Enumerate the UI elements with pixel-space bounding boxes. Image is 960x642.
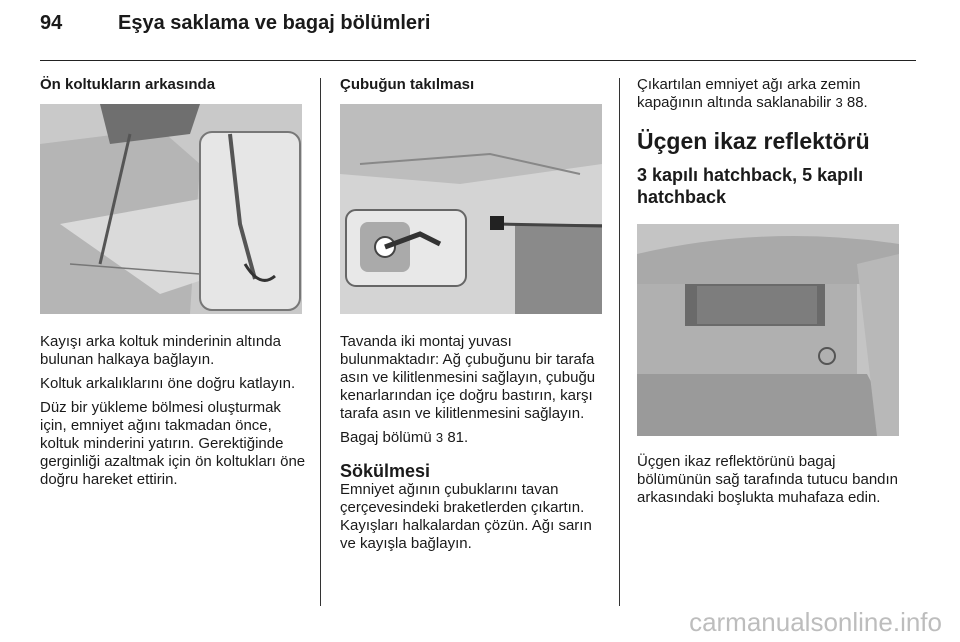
ref-label: Çıkartılan emniyet ağı arka zemin kapağının altında saklanabilir — [637, 76, 861, 111]
ref-page: 81. — [447, 429, 469, 446]
paragraph: Tavanda iki montaj yuvası bulunmaktadır: Ağ çubuğunu bir tarafa asın ve kilitlenmesini sağlayın, çubuğu kenarlarından içe doğru bastırın, karşı tarafa asın ve kilitlenmesini sağlayın. — [340, 333, 596, 422]
section-heading-warning-triangle: Üçgen ikaz reflektörü — [637, 128, 870, 154]
paragraph-cross-ref — [340, 429, 610, 447]
column-right-text — [637, 76, 907, 208]
column-divider — [320, 78, 321, 606]
page-ref-icon: 3 — [435, 430, 444, 445]
paragraph-cross-ref — [637, 76, 907, 112]
illustration-trunk-reflector — [637, 224, 899, 436]
column-left-text — [40, 333, 310, 489]
subheading-removal: Sökülmesi — [340, 461, 431, 481]
section-heading-behind-seats: Ön koltukların arkasında — [40, 76, 216, 93]
watermark: carmanualsonline.info — [689, 607, 942, 637]
page-number: 94 — [40, 12, 63, 34]
section-heading-bar-install: Çubuğun takılması — [340, 76, 475, 93]
illustration-strap-seat — [40, 104, 302, 314]
paragraph: Üçgen ikaz reflektörünü bagaj bölümünün sağ tarafında tutucu bandın arkasındaki boşlukta muhafaza edin. — [637, 453, 899, 506]
paragraph: Kayışı arka koltuk minderinin altında bulunan halkaya bağlayın. — [40, 333, 281, 368]
ref-label: Bagaj bölümü — [340, 429, 432, 446]
page-title: Eşya saklama ve bagaj bölümleri — [118, 12, 431, 34]
paragraph: Koltuk arkalıklarını öne doğru katlayın. — [40, 375, 296, 392]
subheading-hatchback: 3 kapılı hatchback, 5 kapılı hatchback — [637, 165, 864, 207]
column-middle-text — [340, 333, 610, 553]
header-divider — [40, 60, 916, 61]
column-right-text-bottom — [637, 453, 907, 507]
paragraph: Emniyet ağının çubuklarını tavan çerçevesindeki braketlerden çıkartın. Kayışları halkalardan çözün. Ağı sarın ve kayışla bağlayın. — [340, 481, 592, 552]
column-divider — [619, 78, 620, 606]
column-left — [40, 76, 306, 93]
page-ref-icon: 3 — [835, 95, 843, 110]
column-middle — [340, 76, 606, 93]
illustration-bar-mount — [340, 104, 602, 314]
paragraph: Düz bir yükleme bölmesi oluşturmak için, emniyet ağını takmadan önce, koltuk minderini yatırın. Gerektiğinde gerginliği azaltmak için ön koltukları öne doğru hareket ettirin. — [40, 399, 306, 488]
ref-page: 88. — [846, 94, 868, 111]
